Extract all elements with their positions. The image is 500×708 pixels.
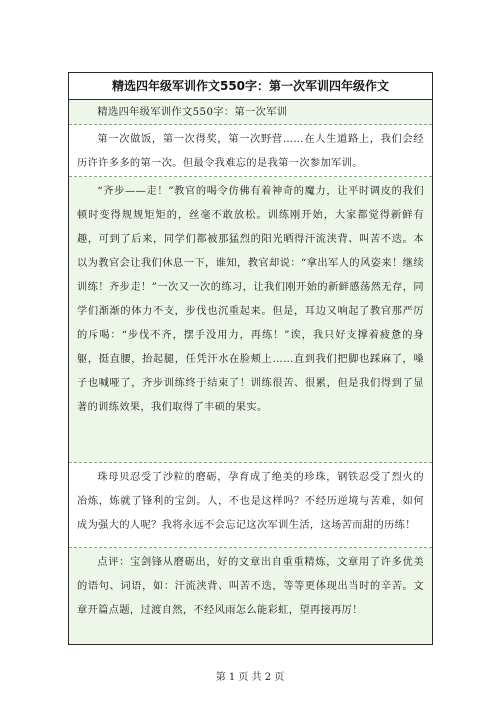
document-title: 精选四年级军训作文550字：第一次军训四年级作文 xyxy=(69,73,432,100)
paragraph-training: “齐步——走！”教官的喝令仿佛有着神奇的魔力，让平时调皮的我们顿时变得规规矩矩的，丝毫不敢放松。训练刚开始，大家都觉得新鲜有趣，可到了后来，同学们都被那猛烈的阳光晒得汗流浃背、叫苦不迭。本以为教官会让我们休息一下，谁知，教官却说：“拿出军人的风姿来！继续训练！齐步走！”一次又一次的练习，让我们刚开始的新鲜感荡然无存，同学们渐渐的体力不支，步伐也沉重起来。但是，耳边又响起了教官那严厉的斥喝：“步伐不齐，摆手没用力，再练！”诶，我只好支撑着疲惫的身躯，挺直腰，抬起腿，任凭汗水在脸颊上……直到我们把脚也踩麻了，嗓子也喊哑了，齐步训练终于结束了！训练很苦、很累，但是我们得到了显著的训练效果，我们取得了丰硕的果实。 xyxy=(69,177,432,463)
page-number: 第 1 页 共 2 页 xyxy=(215,672,285,683)
document-subtitle: 精选四年级军训作文550字：第一次军训 xyxy=(69,100,432,125)
paragraph-comment: 点评：宝剑锋从磨砺出，好的文章出自重重精炼，文章用了许多优美的语句、词语，如：汗流浃背、叫苦不迭，等等更体现出当时的辛苦。文章开篇点题，过渡自然，不经风雨怎么能彩虹，望再接再厉！ xyxy=(69,548,432,645)
paragraph-reflection: 珠母贝忍受了沙粒的磨砺，孕育成了绝美的珍珠，钢铁忍受了烈火的冶炼，炼就了锋利的宝剑。人，不也是这样吗？不经历逆境与苦难，如何成为强大的人呢？我将永远不会忘记这次军训生活，这场苦而甜的历练！ xyxy=(69,463,432,548)
paragraph-intro: 第一次做饭，第一次得奖，第一次野营……在人生道路上，我们会经历许许多多的第一次。但最令我难忘的是我第一次参加军训。 xyxy=(69,125,432,177)
document-page xyxy=(68,72,433,645)
